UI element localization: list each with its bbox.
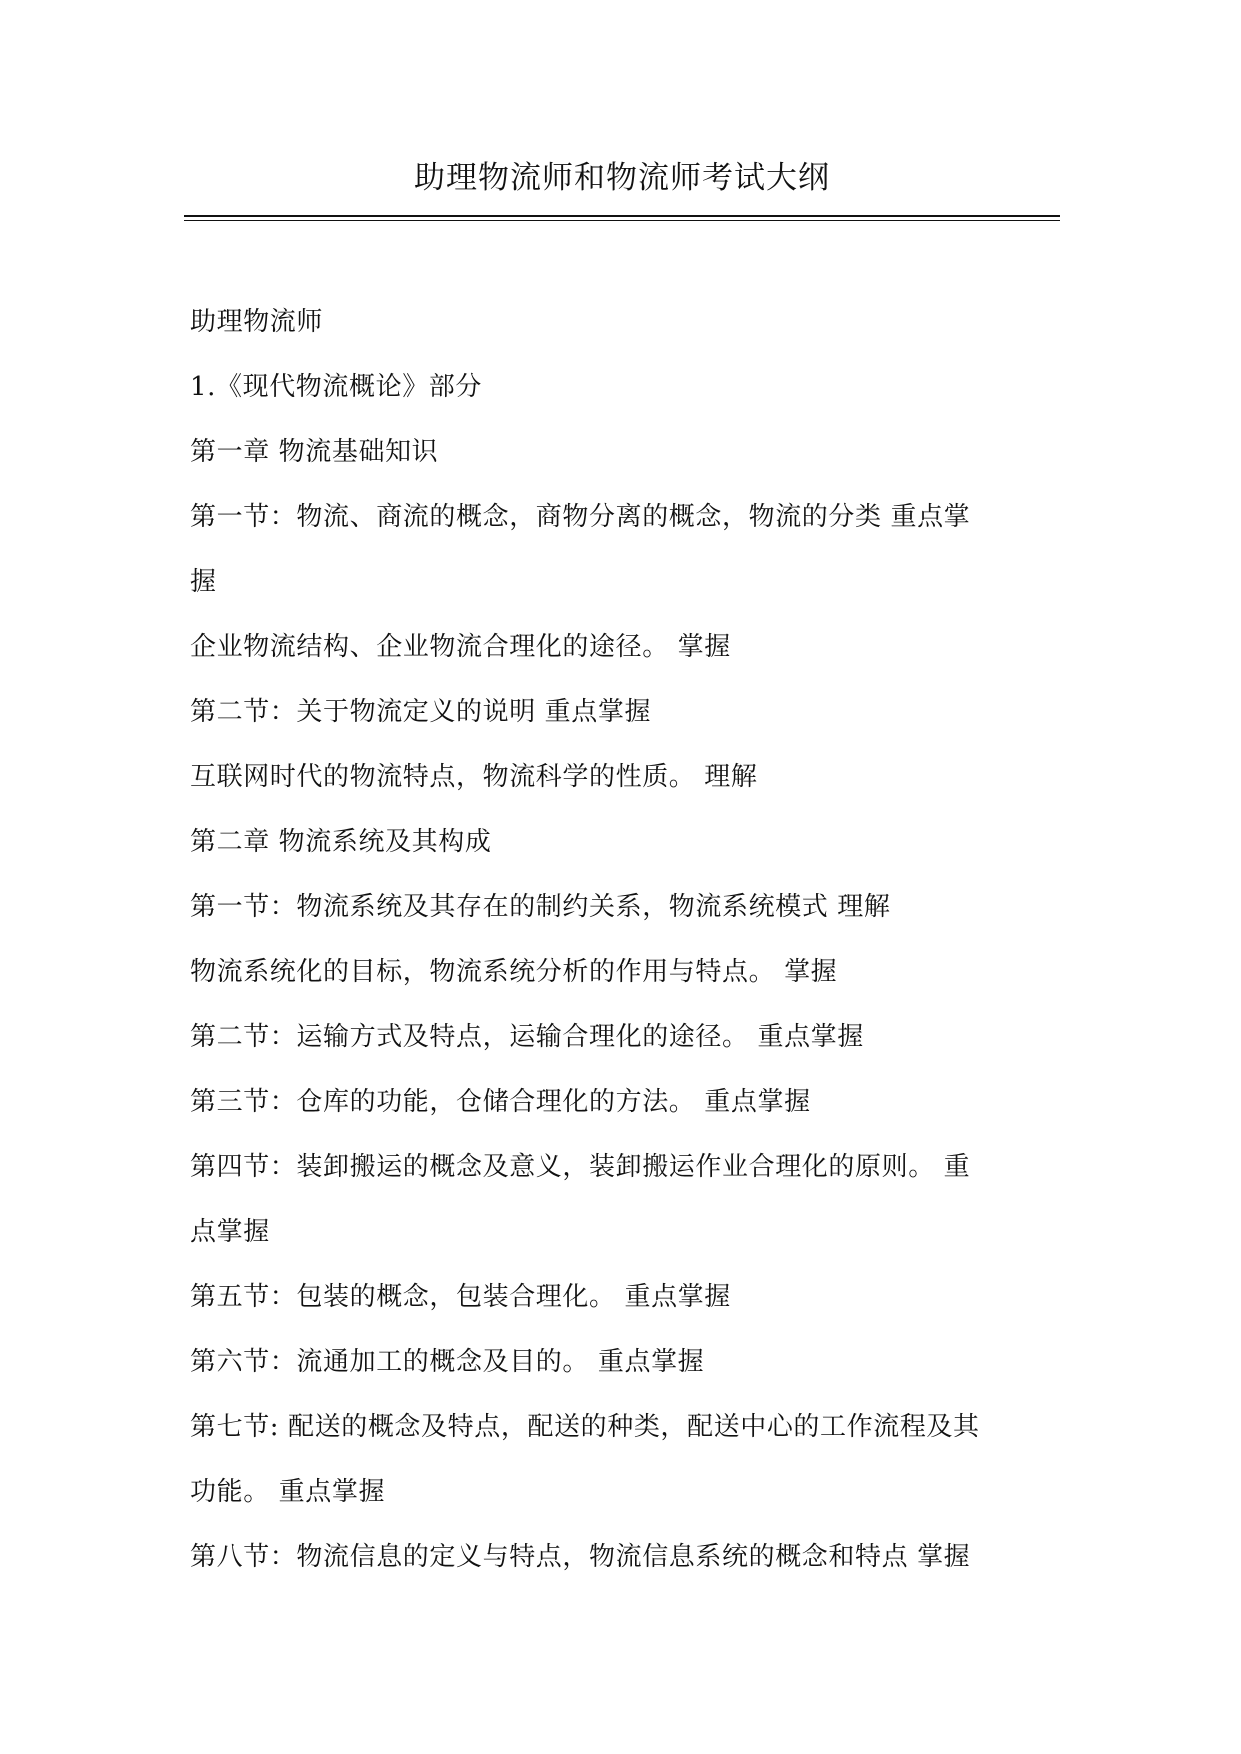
title-double-rule — [184, 215, 1060, 221]
text-line: 第八节：物流信息的定义与特点，物流信息系统的概念和特点 掌握 — [190, 1542, 971, 1572]
text-line: 第二节：关于物流定义的说明 重点掌握 — [190, 697, 652, 727]
text-line: 第五节：包装的概念，包装合理化。 重点掌握 — [190, 1282, 731, 1312]
text-line: 第一节：物流系统及其存在的制约关系，物流系统模式 理解 — [190, 892, 891, 922]
document-title: 助理物流师和物流师考试大纲 — [414, 160, 830, 196]
text-line: 点掌握 — [190, 1217, 270, 1247]
section-heading: 助理物流师 — [190, 307, 324, 337]
text-line: 互联网时代的物流特点，物流科学的性质。 理解 — [190, 762, 758, 792]
text-line: 第四节：装卸搬运的概念及意义，装卸搬运作业合理化的原则。 重 — [190, 1152, 971, 1182]
text-line: 握 — [190, 567, 217, 597]
text-line: 企业物流结构、企业物流合理化的途径。 掌握 — [190, 632, 731, 662]
chapter-heading: 第一章 物流基础知识 — [190, 437, 439, 467]
text-line: 第七节: 配送的概念及特点，配送的种类，配送中心的工作流程及其 — [190, 1412, 980, 1442]
part-heading: 1.《现代物流概论》部分 — [190, 372, 483, 402]
text-line: 第六节：流通加工的概念及目的。 重点掌握 — [190, 1347, 705, 1377]
document-body — [190, 300, 1060, 1600]
chapter-heading: 第二章 物流系统及其构成 — [190, 827, 492, 857]
text-line: 第一节：物流、商流的概念，商物分离的概念，物流的分类 重点掌 — [190, 502, 971, 532]
text-line: 物流系统化的目标，物流系统分析的作用与特点。 掌握 — [190, 957, 838, 987]
text-line: 第二节：运输方式及特点，运输合理化的途径。 重点掌握 — [190, 1022, 864, 1052]
text-line: 第三节：仓库的功能，仓储合理化的方法。 重点掌握 — [190, 1087, 811, 1117]
text-line: 功能。 重点掌握 — [190, 1477, 386, 1507]
